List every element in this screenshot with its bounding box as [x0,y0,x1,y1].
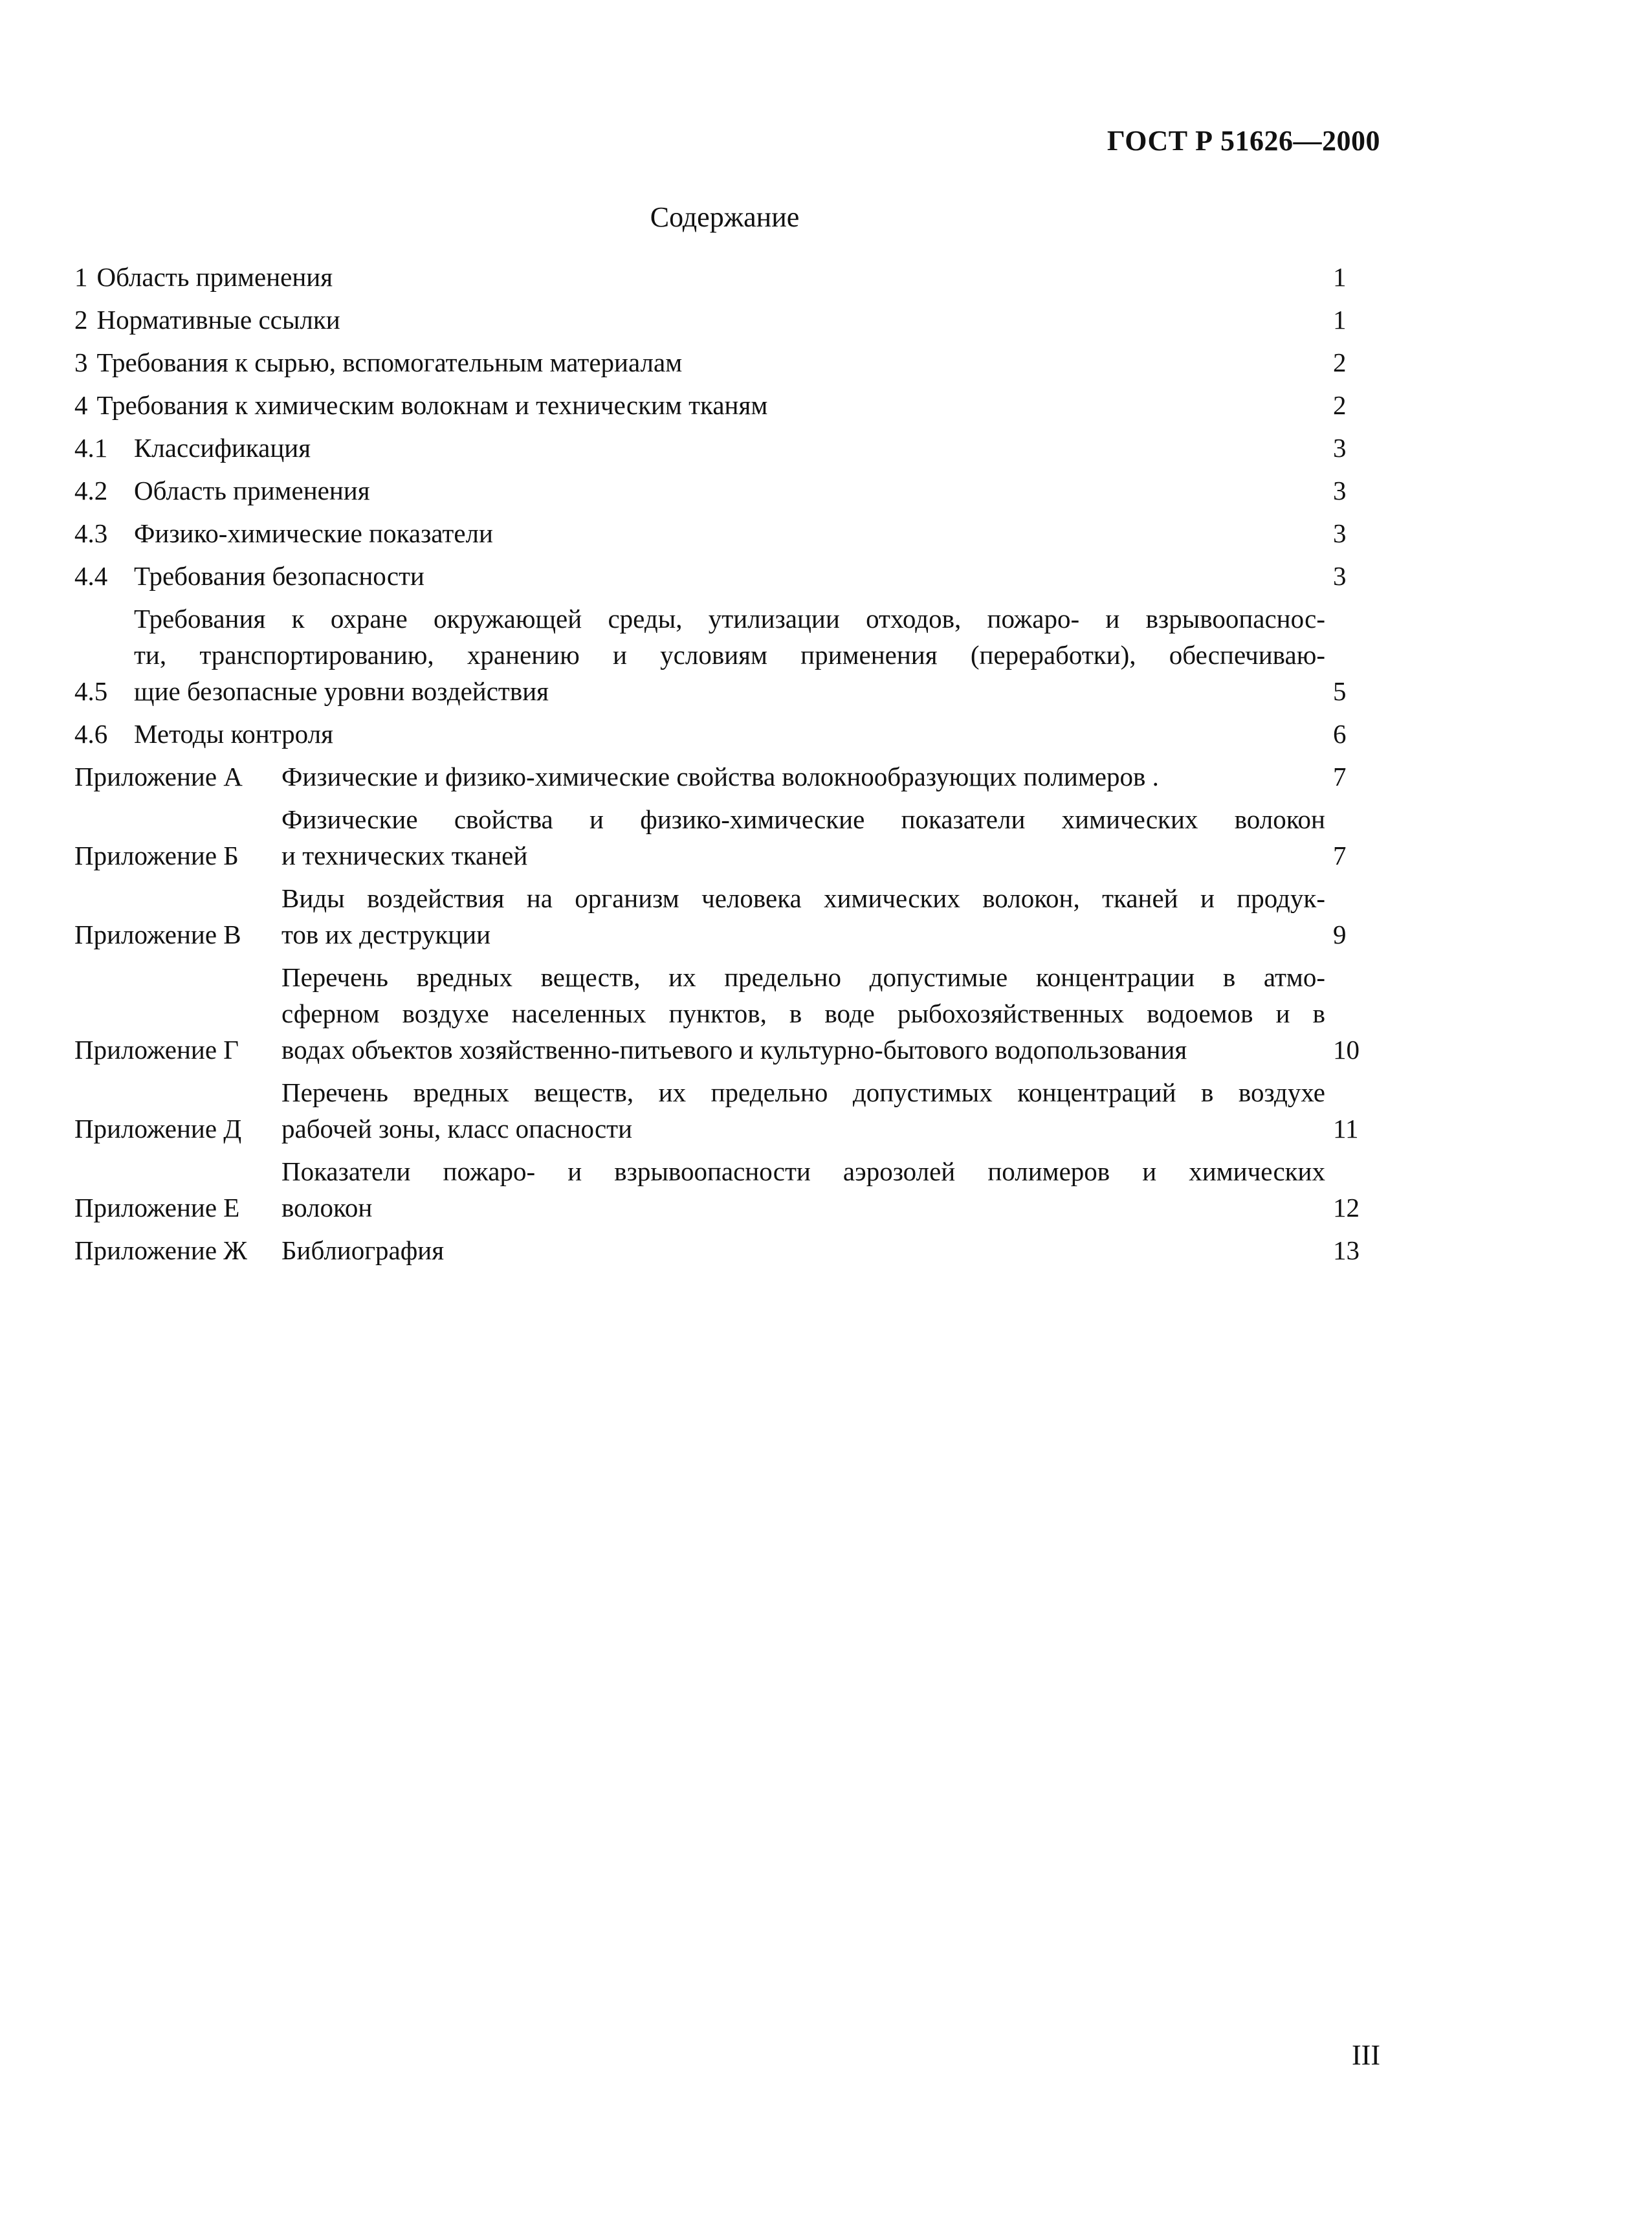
toc-entry-text: Перечень вредных веществ, их предельно допустимые концентрации в атмо- [281,962,1325,992]
toc-entry-text: Методы контроля [134,719,333,749]
dot-leader [1163,758,1325,795]
toc-entry [74,259,1385,295]
toc-entry-line [281,995,1385,1032]
toc-entry-number: 4 [74,390,88,420]
dot-leader [374,472,1325,509]
toc-entry-body [281,758,1385,795]
toc-entry-number: Приложение В [74,920,241,949]
toc-entry-text: Требования к химическим волокнам и техническим тканям [96,390,768,420]
toc-entry-number: Приложение Б [74,841,239,870]
dot-leader [448,1232,1325,1268]
toc-entry-text: водах объектов хозяйственно-питьевого и культурно-бытового водопользования [281,1035,1187,1065]
toc-entry-line [134,515,1385,551]
toc-entry-text: тов их деструкции [281,920,491,949]
toc-page-number: 13 [1333,1235,1360,1265]
toc-entry-line [97,259,1385,295]
toc-page-number: 11 [1333,1114,1359,1144]
toc-entry [74,302,1385,338]
toc-entry-text: Требования к сырью, вспомогательным материалам [96,348,683,377]
toc-page-number: 5 [1333,676,1347,706]
toc-entry [74,601,1385,709]
toc-entry [74,472,1385,509]
toc-page-number: 7 [1333,762,1347,791]
dot-leader [336,259,1325,295]
toc-entry-text: Классификация [134,433,311,463]
toc-entry-number: 3 [74,348,88,377]
document-code: ГОСТ Р 51626—2000 [1107,125,1380,157]
table-of-contents [74,259,1385,1275]
toc-entry-text: Нормативные ссылки [96,305,340,335]
toc-entry-number: Приложение Ж [74,1235,248,1265]
toc-entry-line [281,880,1385,916]
toc-entry-line [281,1189,1385,1226]
toc-entry [74,959,1385,1068]
toc-page-number: 12 [1333,1193,1360,1222]
dot-leader [344,302,1325,338]
toc-entry-number: 4.4 [74,561,108,591]
toc-page-number: 3 [1333,433,1347,463]
toc-entry-number: Приложение Г [74,1035,239,1065]
toc-entry-number: 4.3 [74,518,108,548]
toc-entry-line [281,1232,1385,1268]
toc-page-number: 2 [1333,348,1347,377]
toc-entry-text: Показатели пожаро- и взрывоопасности аэрозолей полимеров и химических [281,1156,1325,1186]
toc-entry-body [281,1153,1385,1226]
dot-leader [553,673,1325,709]
toc-page-number: 10 [1333,1035,1360,1065]
toc-page-number: 3 [1333,518,1347,548]
toc-entry-line [97,387,1385,423]
toc-entry [74,344,1385,381]
toc-entry-body [97,344,1385,381]
dot-leader [686,344,1325,381]
toc-entry-line [281,916,1385,953]
toc-entry-text: Область применения [134,476,370,505]
dot-leader [376,1189,1325,1226]
toc-entry-line [281,1074,1385,1110]
toc-entry-line [281,837,1385,874]
toc-entry-body [97,387,1385,423]
toc-entry-body [134,558,1385,594]
toc-entry-text: и технических тканей [281,841,528,870]
toc-entry-line [281,1153,1385,1189]
toc-entry-number: 4.5 [74,676,108,706]
toc-entry-number: 1 [74,262,88,292]
toc-entry-line [281,801,1385,837]
toc-page-number: 2 [1333,390,1347,420]
toc-entry-body [134,472,1385,509]
toc-entry-number: Приложение Е [74,1193,240,1222]
toc-page-number: 3 [1333,476,1347,505]
toc-entry-text: Физические свойства и физико-химические показатели химических волокон [281,804,1325,834]
dot-leader [337,716,1325,752]
dot-leader [531,837,1325,874]
dot-leader [636,1110,1325,1147]
toc-page-number: 3 [1333,561,1347,591]
toc-entry [74,387,1385,423]
toc-entry-text: щие безопасные уровни воздействия [134,676,549,706]
toc-entry-text: рабочей зоны, класс опасности [281,1114,633,1144]
toc-entry-body [281,801,1385,874]
toc-entry-number: Приложение А [74,762,243,791]
toc-entry [74,716,1385,752]
toc-entry-body [134,601,1385,709]
dot-leader [494,916,1325,953]
toc-entry-number: 4.1 [74,433,108,463]
toc-entry-number: Приложение Д [74,1114,242,1144]
page-number-roman: III [1352,2039,1380,2071]
toc-page-number: 1 [1333,305,1347,335]
toc-entry-text: Физико-химические показатели [134,518,493,548]
dot-leader [314,430,1325,466]
toc-entry [74,1153,1385,1226]
toc-entry-body [281,959,1385,1068]
toc-page-number: 9 [1333,920,1347,949]
toc-entry-line [281,758,1385,795]
toc-entry [74,1232,1385,1268]
toc-entry-number: 2 [74,305,88,335]
toc-entry-line [134,472,1385,509]
toc-entry [74,758,1385,795]
toc-entry-text: Виды воздействия на организм человека химических волокон, тканей и продук- [281,883,1325,913]
toc-entry-number: 4.6 [74,719,108,749]
toc-entry-body [281,880,1385,953]
toc-entry-line [134,558,1385,594]
toc-entry-body [134,515,1385,551]
toc-entry-body [97,302,1385,338]
toc-entry-text: ти, транспортированию, хранению и условиям применения (переработки), обеспечиваю- [134,640,1325,670]
toc-entry [74,558,1385,594]
toc-entry-number: 4.2 [74,476,108,505]
toc-entry-text: Область применения [96,262,333,292]
toc-entry-text: волокон [281,1193,373,1222]
toc-entry-line [281,959,1385,995]
toc-entry-line [281,1110,1385,1147]
toc-entry-text: Требования к охране окружающей среды, утилизации отходов, пожаро- и взрывоопаснос- [134,604,1325,634]
toc-entry-text: сферном воздухе населенных пунктов, в воде рыбохозяйственных водоемов и в [281,999,1325,1028]
toc-entry-line [281,1032,1385,1068]
toc-entry-text: Физические и физико-химические свойства волокнообразующих полимеров . [281,762,1159,791]
toc-entry-text: Перечень вредных веществ, их предельно допустимых концентраций в воздухе [281,1077,1325,1107]
toc-entry-text: Библиография [281,1235,445,1265]
toc-entry [74,430,1385,466]
toc-title: Содержание [650,201,800,233]
dot-leader [497,515,1325,551]
toc-entry-body [97,259,1385,295]
toc-entry-line [97,344,1385,381]
toc-entry-line [97,302,1385,338]
toc-entry-line [134,637,1385,673]
toc-entry [74,1074,1385,1147]
toc-entry-body [134,430,1385,466]
toc-entry-body [281,1074,1385,1147]
toc-entry-line [134,601,1385,637]
toc-entry-line [134,673,1385,709]
toc-entry [74,515,1385,551]
toc-entry [74,801,1385,874]
toc-entry-text: Требования безопасности [134,561,424,591]
toc-entry-body [134,716,1385,752]
dot-leader [771,387,1325,423]
toc-page-number: 7 [1333,841,1347,870]
toc-entry-body [281,1232,1385,1268]
toc-entry [74,880,1385,953]
toc-entry-line [134,716,1385,752]
toc-page-number: 6 [1333,719,1347,749]
toc-page-number: 1 [1333,262,1347,292]
dot-leader [428,558,1325,594]
toc-entry-line [134,430,1385,466]
dot-leader [1191,1032,1325,1068]
